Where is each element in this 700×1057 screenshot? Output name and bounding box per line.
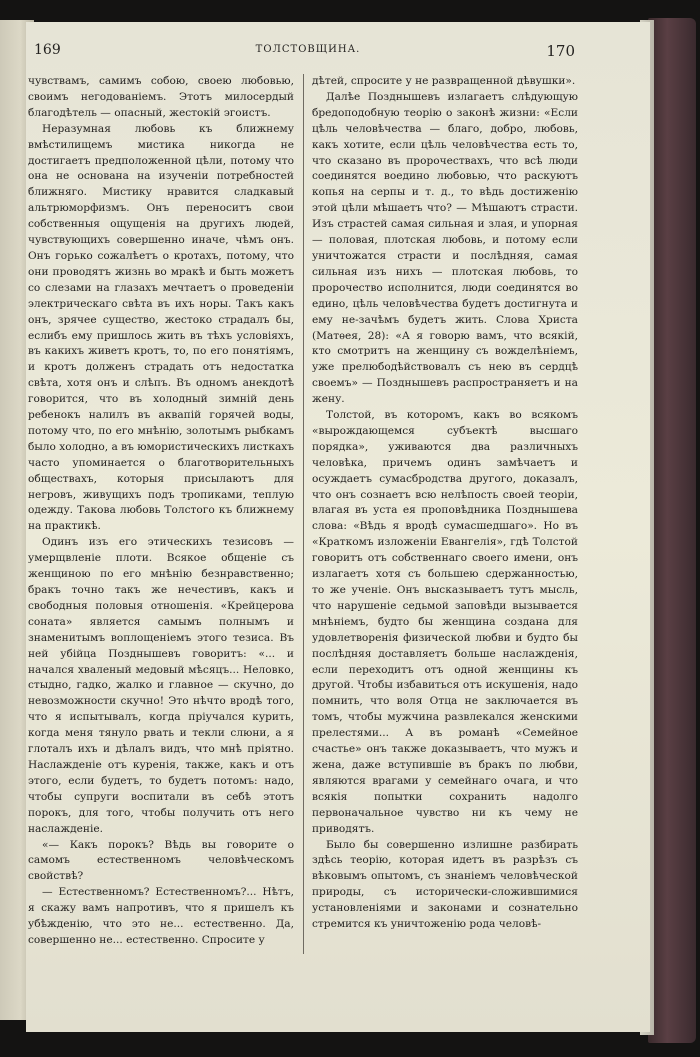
paragraph: — Естественномъ? Естественномъ?... Нѣтъ, я скажу вамъ напротивъ, что я пришелъ къ убѣжденію, что это не... естественно. Да, совершенно не... естественно. Спросите у xyxy=(28,886,294,946)
paragraph: чувствамъ, самимъ собою, своею любовью, своимъ негодованіемъ. Этотъ милосердый благодѣтель — опасный, жестокій эгоистъ. xyxy=(28,75,294,119)
page-header xyxy=(26,42,650,66)
paragraph: Далѣе Позднышевъ излагаетъ слѣдующую бредоподобную теорію о законѣ жизни: «Если цѣль человѣчества — благо, добро, любовь, какъ хотите, если цѣль человѣчества есть то, что сказано въ пророчествахъ, что всѣ люди соединятся воедино любовью, что раскуютъ копья на серпы и т. д., то вѣдь достиженію этой цѣли мѣшаетъ что? — Мѣшаютъ страсти. Изъ страстей самая сильная и злая, и упорная — половая, плотская любовь, и потому если уничтожатся страсти и послѣдняя, самая сильная изъ нихъ — плотская любовь, то пророчество исполнится, люди соединятся во едино, цѣль человѣчества будетъ достигнута и ему не-зачѣмъ будетъ жить. Слова Христа (Матѳея, 28): «А я говорю вамъ, что всякій, кто смотритъ на женщину съ вожделѣніемъ, уже прелюбодѣйствовалъ съ нею въ сердцѣ своемъ» — Позднышевъ распространяетъ и на жену. xyxy=(312,90,578,406)
paragraph: Толстой, въ которомъ, какъ во всякомъ «вырождающемся субъектѣ высшаго порядка», уживаются два различныхъ человѣка, причемъ одинъ замѣчаетъ и осуждаетъ сумасбродства другого, доказалъ, что онъ сознаетъ всю нелѣпость своей теоріи, влагая въ уста ея проповѣдника Позднышева слова: «Вѣдь я вродѣ сумасшедшаго». Но въ «Краткомъ изложеніи Евангелія», гдѣ Толстой говоритъ отъ собственнаго своего имени, онъ излагаетъ хотя съ большею сдержанностью, то же ученіе. Онъ высказываетъ тутъ мысль, что нарушеніе седьмой заповѣди вызывается мнѣніемъ, будто бы женщина создана для удовлетворенія физической любви и будто бы послѣдняя доставляетъ больше наслажденія, если переходитъ отъ одной женщины къ другой. Чтобы избавиться отъ искушенія, надо помнить, что воля Отца не заключается въ томъ, чтобы мужчина развлекался женскими прелестями... А въ романѣ «Семейное счастье» онъ также доказываетъ, что мужъ и жена, даже вступившіе въ бракъ по любви, являются врагами у семейнаго очага, и что всякія попытки сохранить надолго первоначальное чувство ни къ чему не приводятъ. xyxy=(312,409,578,835)
column-divider xyxy=(303,74,304,954)
book-cover xyxy=(648,18,696,1043)
paragraph: дѣтей, спросите у не развращенной дѣвушки». xyxy=(312,75,576,87)
paragraph: Неразумная любовь къ ближнему вмѣстилищемъ мистика никогда не достигаетъ предположенной цѣли, потому что она не основана на изученіи потребностей ближняго. Мистику нравится сладкавый альтрюморфизмъ. Онъ переноситъ свои собственныя ощущенія на другихъ людей, чувствующихъ совершенно иначе, чѣмъ онъ. Онъ горько сожалѣетъ о кротахъ, потому, что они проводятъ жизнь во мракѣ и быть можетъ со слезами на глазахъ мечтаетъ о проведеніи электрическаго свѣта въ ихъ норы. Такъ какъ онъ, зрячее существо, жестоко страдалъ бы, еслибъ ему пришлось жить въ тѣхъ условіяхъ, въ какихъ живетъ кротъ, то, по его понятіямъ, и кротъ долженъ страдать отъ недостатка свѣта, хотя онъ и слѣпъ. Въ одномъ анекдотѣ говорится, что въ холодный зимній день ребенокъ налилъ въ аквапій горячей воды, потому что, по его мнѣнію, золотымъ рыбкамъ было холодно, а въ юмористическихъ листкахъ часто упоминается о благотворительныхъ обществахъ, которыя присылаютъ для негровъ, живущихъ подъ тропиками, теплую одежду. Такова любовь Толстого къ ближнему на практикѣ. xyxy=(28,122,294,533)
book-page xyxy=(26,22,650,1032)
running-title: ТОЛСТОВЩИНА. xyxy=(255,44,361,55)
paragraph: Было бы совершенно излишне разбирать здѣсь теорію, которая идетъ въ разрѣзъ съ вѣковымъ опытомъ, съ знаніемъ человѣческой природы, съ исторически-сложившимися установленіями и законами и сознательно стремится къ уничтоженію рода человѣ- xyxy=(312,838,578,931)
page-number-left: 169 xyxy=(34,42,61,58)
left-column xyxy=(28,74,294,959)
page-number-right: 170 xyxy=(546,42,575,60)
paragraph: «— Какъ порокъ? Вѣдь вы говорите о самомъ естественномъ человѣческомъ свойствѣ? xyxy=(28,838,294,883)
paragraph: Одинъ изъ его этическихъ тезисовъ — умерщвленіе плоти. Всякое общеніе съ женщиною по его мнѣнію безнравственно; бракъ точно такъ же нечестивъ, какъ и свободныя половыя отношенія. «Крейцерова соната» является самымъ полнымъ и знаменитымъ воплощеніемъ этого тезиса. Въ ней убійца Позднышевъ говоритъ: «... и начался хваленый медовый мѣсяцъ... Неловко, стыдно, гадко, жалко и главное — скучно, до невозможности скучно! Это нѣчто вродѣ того, что я испытывалъ, когда пріучался курить, когда меня тянуло рвать и текли слюни, а я глоталъ ихъ и дѣлалъ видъ, что мнѣ пріятно. Наслажденіе отъ куренія, также, какъ и отъ этого, если будетъ, то будетъ потомъ: надо, чтобы супруги воспитали въ себѣ этотъ порокъ, для того, чтобы получить отъ него наслажденіе. xyxy=(28,536,294,835)
right-column xyxy=(312,74,578,959)
